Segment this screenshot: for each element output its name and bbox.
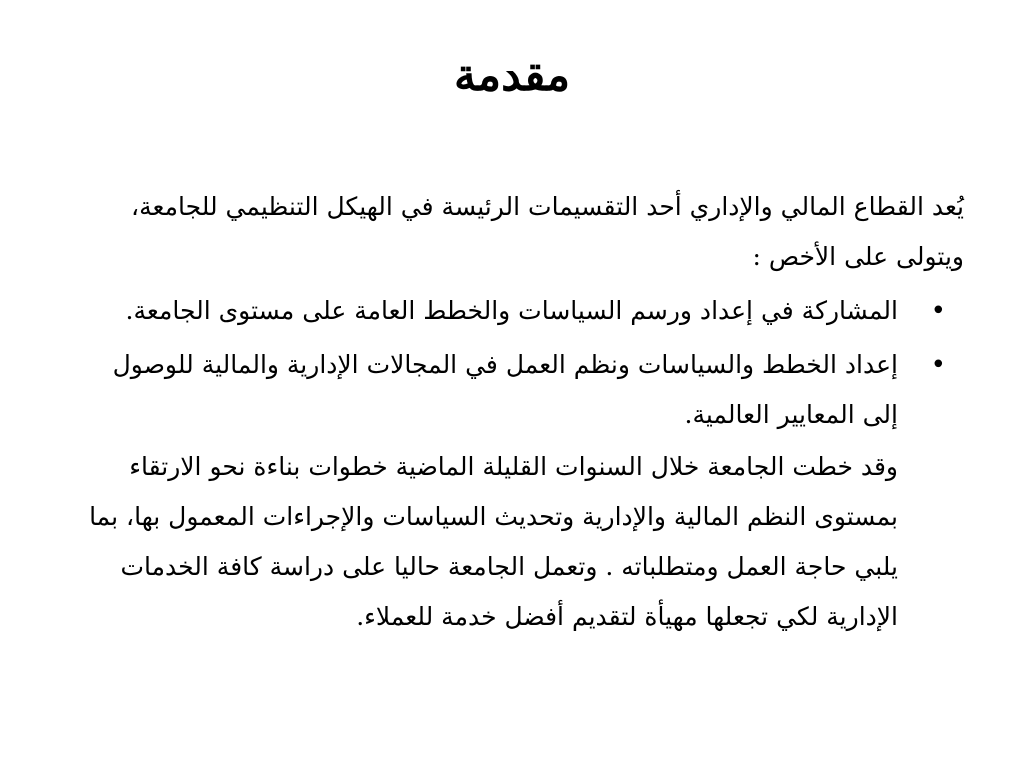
slide-title: مقدمة	[453, 50, 571, 101]
bullet-item	[72, 286, 964, 336]
bullet-list	[72, 286, 964, 440]
bullet-icon: •	[930, 296, 946, 326]
intro-paragraph: يُعد القطاع المالي والإداري أحد التقسيمات الرئيسة في الهيكل التنظيمي للجامعة، ويتولى على الأخص :	[131, 192, 964, 271]
bullet-text: المشاركة في إعداد ورسم السياسات والخطط العامة على مستوى الجامعة.	[125, 296, 898, 325]
bullet-icon: •	[930, 350, 946, 380]
bullet-item	[72, 340, 964, 440]
bullet-text: إعداد الخطط والسياسات ونظم العمل في المجالات الإدارية والمالية للوصول إلى المعايير العالمية.	[112, 350, 898, 429]
slide-content	[72, 182, 964, 642]
closing-paragraph: وقد خطت الجامعة خلال السنوات القليلة الماضية خطوات بناءة نحو الارتقاء بمستوى النظم المالية والإدارية وتحديث السياسات والإجراءات المعمول بها، بما يلبي حاجة العمل ومتطلباته . وتعمل الجامعة حاليا على دراسة كافة الخدمات الإدارية لكي تجعلها مهيأة لتقديم أفضل خدمة للعملاء.	[89, 452, 898, 631]
